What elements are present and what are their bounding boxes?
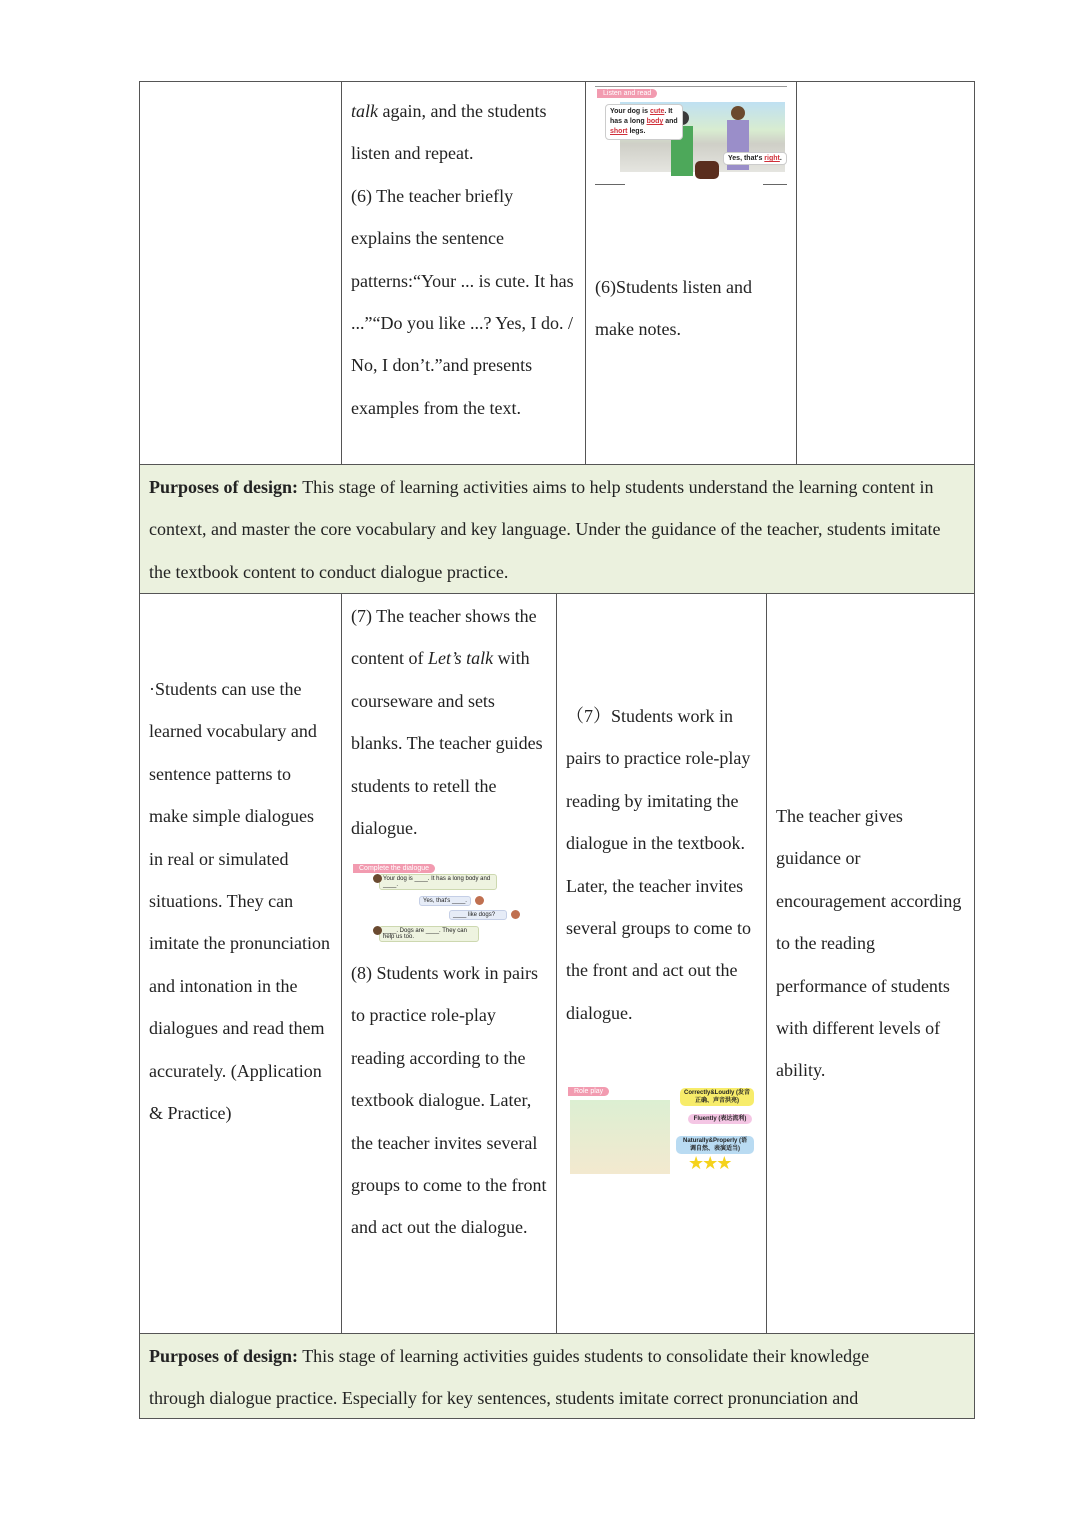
- criteria-naturally: Naturally&Properly (语调自然、表演适当): [676, 1136, 754, 1154]
- criteria-fluently: Fluently (表达流利): [688, 1114, 752, 1124]
- criteria-correctly: Correctly&Loudly (发音正确、声音洪亮): [680, 1088, 754, 1106]
- avatar-icon: [373, 874, 382, 883]
- purpose-text: Purposes of design: This stage of learning activities aims to help students understand the learning content in context, and master the core vocabulary and key language. Under the guidance of the teacher, students imitate the textbook content to conduct dialogue practice.: [149, 477, 941, 582]
- complete-dialogue-illustration: [351, 862, 526, 950]
- purpose-of-design-2: [139, 1333, 975, 1419]
- dialogue-line-4: ____. Dogs are ____. They can help us too.: [379, 926, 479, 942]
- teacher-step-8: (8) Students work in pairs to practice role-play reading according to the textbook dialogue. Later, the teacher invites several groups to come to the front and act out the dialogue.: [351, 963, 547, 1238]
- row2-cell-objective: [139, 593, 342, 1334]
- dialogue-line-2: Yes, that's ____.: [419, 896, 471, 906]
- speech-bubble-2: Yes, that's right.: [723, 152, 787, 165]
- illustration-tag: Complete the dialogue: [353, 864, 435, 873]
- avatar-icon: [475, 896, 484, 905]
- student-step-7: （7）Students work in pairs to practice role-play reading by imitating the dialogue in the textbook. Later, the teacher invites several groups to come to the front and act out the dialogue.: [566, 706, 751, 1023]
- listen-and-read-illustration: [595, 86, 787, 188]
- illustration-tag: Role play: [568, 1087, 609, 1096]
- teacher-step-7: (7) The teacher shows the content of Let’s talk with courseware and sets blanks. The teacher guides students to retell the dialogue.: [351, 606, 543, 839]
- dialogue-line-1: Your dog is ____. It has a long body and ____.: [379, 874, 497, 890]
- speech-bubble-1: Your dog is cute. It has a long body and short legs.: [605, 104, 683, 140]
- objective-text: ·Students can use the learned vocabulary and sentence patterns to make simple dialogues in real or simulated situations. They can imitate the pronunciation and intonation in the dialogues and read them accurately. (Application & Practice): [149, 679, 330, 1124]
- row2-cell-teacher-activity: [341, 593, 557, 1334]
- row2-cell-student-activity: [556, 593, 767, 1334]
- row1-cell-evaluation: [796, 81, 975, 465]
- avatar-icon: [511, 910, 520, 919]
- purpose-of-design-1: [139, 464, 975, 594]
- row1-cell-objective: [139, 81, 342, 465]
- avatar-icon: [373, 926, 382, 935]
- purpose-text: Purposes of design: This stage of learning activities guides students to consolidate their knowledge through dialogue practice. Especially for key sentences, students imitate correct pronunciation and: [149, 1346, 870, 1409]
- row1-cell-student-activity: [585, 81, 797, 465]
- dialogue-line-3: ____ like dogs?: [449, 910, 507, 920]
- row1-cell-teacher-activity: [341, 81, 586, 465]
- row2-cell-evaluation: [766, 593, 975, 1334]
- illustration-tag: Listen and read: [597, 89, 657, 98]
- teacher-step-6: (6) The teacher briefly explains the sentence patterns:“Your ... is cute. It has ...”“Do you like ...? Yes, I do. / No, I don’t.”and presents examples from the text.: [351, 185, 574, 418]
- role-play-scene: [570, 1100, 670, 1174]
- teacher-activity-text: talk again, and the students listen and repeat.: [351, 101, 547, 164]
- role-play-illustration: [566, 1084, 756, 1180]
- student-step-6: (6)Students listen and make notes.: [595, 277, 752, 340]
- boy2-figure-icon: [731, 106, 745, 120]
- dog-icon: [695, 161, 719, 179]
- stars-icon: ★★★: [688, 1153, 731, 1173]
- evaluation-text: The teacher gives guidance or encouragement according to the reading performance of students with different levels of ability.: [776, 806, 962, 1081]
